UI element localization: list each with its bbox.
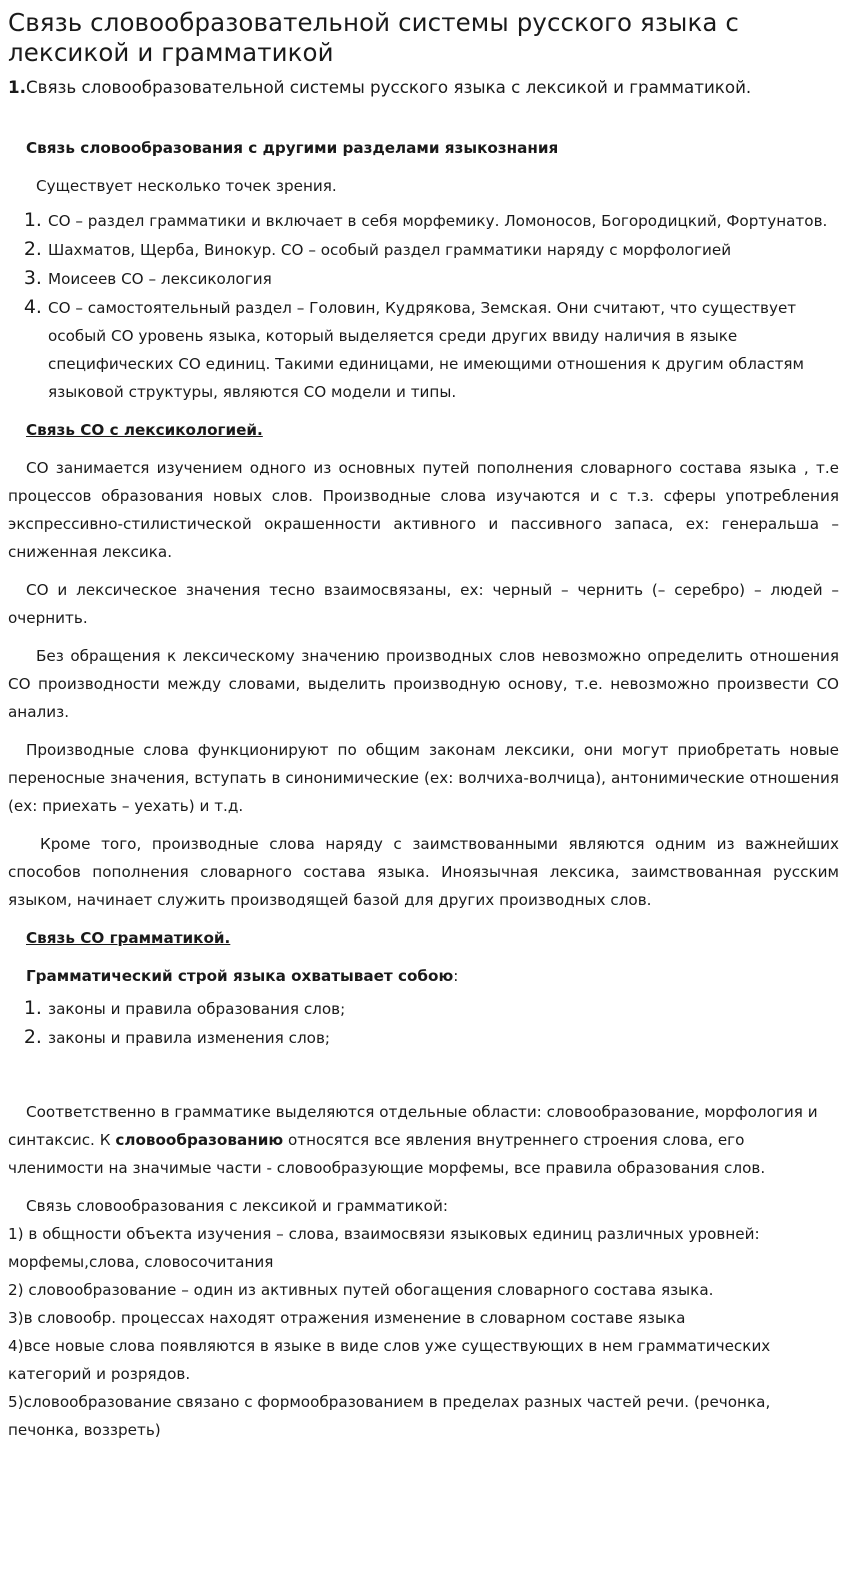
paragraph: Без обращения к лексическому значению производных слов невозможно определить отношения СО производности между словами, выделить производную основу, т.е. невозможно произвести СО анализ.	[8, 647, 839, 721]
grammar-lead-colon: :	[453, 967, 459, 985]
subtitle-text: Связь словообразовательной системы русского языка с лексикой и грамматикой.	[25, 77, 752, 97]
paragraph: Производные слова функционируют по общим законам лексики, они могут приобретать новые переносные значения, вступать в синонимические (ех: волчиха-волчица), антонимические отношения (ех: приехать – уехать) и т.д.	[8, 741, 839, 815]
section3-list	[8, 994, 839, 1052]
paragraph: СО и лексическое значения тесно взаимосвязаны, ех: черный – чернить (– серебро) – людей – очернить.	[8, 581, 839, 627]
list-item: 3. Моисеев СО – лексикология	[48, 264, 839, 293]
grammar-paragraph-start: Соответственно в грамматике выделяются отдельные области: словообразование, морфология и синтаксис. К	[8, 1103, 818, 1149]
page-title: Связь словообразовательной системы русского языка с лексикой и грамматикой	[8, 8, 739, 67]
subtitle-number: 1.	[8, 77, 26, 97]
section1-heading: Связь словообразования с другими разделами языкознания	[26, 139, 559, 157]
grammar-paragraph-bold: словообразованию	[115, 1131, 284, 1149]
summary-point: 2) словообразование – один из активных путей обогащения словарного состава языка.	[8, 1281, 714, 1299]
grammar-paragraph	[8, 1098, 839, 1182]
paragraph: СО занимается изучением одного из основных путей пополнения словарного состава языка , т.е процессов образования новых слов. Производные слова изучаются и с т.з. сферы употребления экспрессивно-стилистической окрашенности активного и пассивного запаса, ех: генеральша – сниженная лексика.	[8, 459, 839, 561]
list-item: 2. Шахматов, Щерба, Винокур. СО – особый раздел грамматики наряду с морфологией	[48, 235, 839, 264]
summary-point: 3)в словообр. процессах находят отражения изменение в словарном составе языка	[8, 1309, 686, 1327]
list-item: 1. законы и правила образования слов;	[48, 994, 839, 1023]
summary-intro: Связь словообразования с лексикой и грамматикой:	[26, 1197, 448, 1215]
list-item: 2. законы и правила изменения слов;	[48, 1023, 839, 1052]
grammar-lead-bold: Грамматический строй языка охватывает собою	[26, 967, 454, 985]
grammar-lead	[8, 962, 839, 990]
list-item: 4. СО – самостоятельный раздел – Головин, Кудрякова, Земская. Они считают, что существует особый СО уровень языка, который выделяется среди других ввиду наличия в языке специфических СО единиц. Такими единицами, не имеющими отношения к другим областям языковой структуры, являются СО модели и типы.	[48, 293, 839, 406]
section1-intro: Существует несколько точек зрения.	[36, 177, 337, 195]
grammar-paragraph-end: относятся все явления внутреннего строения слова, его членимости на значимые части - словообразующие морфемы, все правила образования слов.	[8, 1131, 766, 1177]
summary-point: 4)все новые слова появляются в языке в виде слов уже существующих в нем грамматических категорий и розрядов.	[8, 1337, 771, 1383]
summary-point: 1) в общности объекта изучения – слова, взаимосвязи языковых единиц различных уровней: морфемы,слова, словосочитания	[8, 1225, 760, 1271]
summary-point: 5)словообразование связано с формообразованием в пределах разных частей речи. (речонка, печонка, воззреть)	[8, 1393, 771, 1439]
section3-heading: Связь СО грамматикой.	[26, 929, 231, 947]
subtitle	[8, 76, 839, 98]
list-item: 1. СО – раздел грамматики и включает в себя морфемику. Ломоносов, Богородицкий, Фортунатов.	[48, 206, 839, 235]
paragraph: Кроме того, производные слова наряду с заимствованными являются одним из важнейших способов пополнения словарного состава языка. Иноязычная лексика, заимствованная русским языком, начинает служить производящей базой для других производных слов.	[8, 835, 839, 909]
section2-heading: Связь СО с лексикологией.	[26, 421, 263, 439]
section1-list	[8, 206, 839, 406]
